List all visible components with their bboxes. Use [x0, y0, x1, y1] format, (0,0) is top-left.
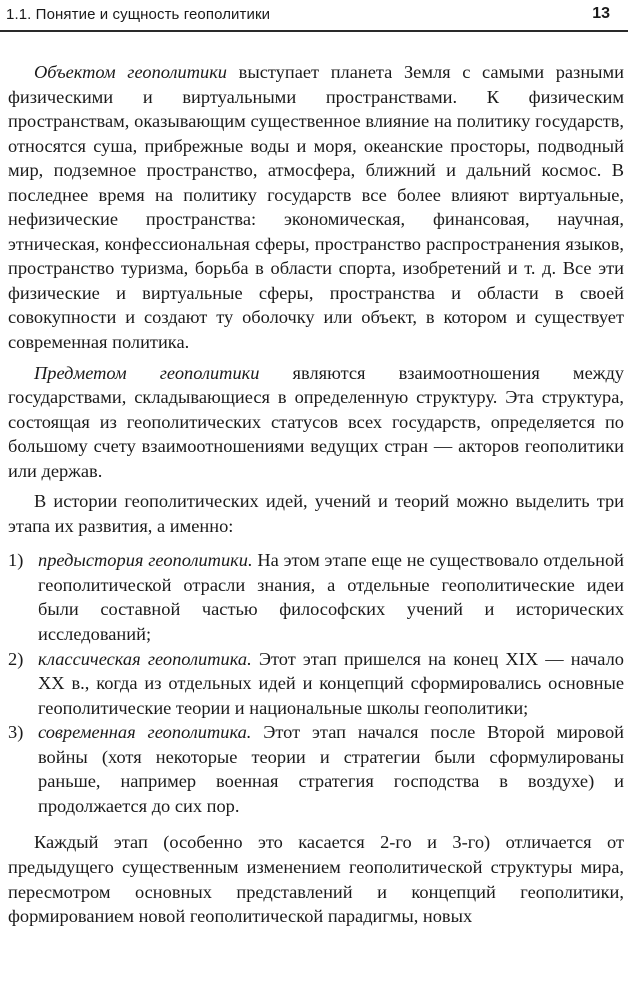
list-number: 1) [8, 550, 24, 571]
paragraph-closing [8, 830, 624, 928]
paragraph-text: В истории геополитических идей, учений и теорий можно выделить три этапа их развития, а именно: [8, 491, 624, 536]
stages-list [8, 548, 624, 818]
list-item-text: На этом этапе еще не существовало отдельной геополитической отрасли знания, а отдельные геополитические идеи были составной частью философских учений и исторических исследований; [38, 550, 624, 645]
paragraph-text: выступает планета Земля с самыми разными физическими и виртуальными пространствами. К физическим пространствам, оказывающим существенное влияние на политику государств, относятся суша, прибрежные воды и моря, океанские просторы, подводный мир, подземное пространство, атмосфера, ближний и дальний космос. В последнее время на политику государств все более влияют виртуальные, нефизические пространства: экономическая, финансовая, научная, этническая, конфессиональная сферы, пространство распространения языков, пространство туризма, борьба в области спорта, изобретений и т. д. Все эти физические и виртуальные сферы, пространства и области в своей совокупности и создают ту оболочку или объект, в котором и существует современная политика. [8, 62, 624, 353]
paragraph-stages-intro [8, 489, 624, 538]
stage-name: классическая геополитика. [38, 648, 252, 669]
running-head [0, 0, 628, 32]
list-item-text: Этот этап начался после Второй мировой войны (хотя некоторые теории и стратегии были сформулированы раньше, например военная стратегия господства в воздухе) и продолжается до сих пор. [38, 722, 624, 816]
paragraph-object [8, 60, 624, 355]
list-number: 2) [8, 648, 24, 669]
paragraph-subject [8, 361, 624, 484]
list-item [8, 647, 624, 721]
term-subject: Предметом геополитики [34, 362, 260, 383]
list-item [8, 720, 624, 818]
paragraph-text: являются взаимоотношения между государствами, складывающиеся в определенную структуру. Эта структура, состоящая из геополитических статусов всех государств, определяется по большому счету взаимоотношениями ведущих стран — акторов геополитики или держав. [8, 362, 624, 481]
page-number: 13 [592, 5, 610, 22]
paragraph-text: Каждый этап (особенно это касается 2-го и 3-го) отличается от предыдущего существенным изменением геополитической структуры мира, пересмотром основных представлений и концепций геополитики, формированием новой геополитической парадигмы, новых [8, 832, 624, 927]
term-object: Объектом геополитики [34, 62, 228, 82]
section-title: 1.1. Понятие и сущность геополитики [6, 6, 271, 23]
body-text [8, 60, 624, 929]
stage-name: предыстория геополитики. [38, 550, 253, 571]
list-item [8, 548, 624, 646]
list-item-text: Этот этап пришелся на конец XIX — начало XX в., когда из отдельных идей и концепций сформировались основные геополитические теории и национальные школы геополитики; [38, 648, 624, 718]
list-number: 3) [8, 722, 24, 743]
stage-name: современная геополитика. [38, 722, 252, 743]
